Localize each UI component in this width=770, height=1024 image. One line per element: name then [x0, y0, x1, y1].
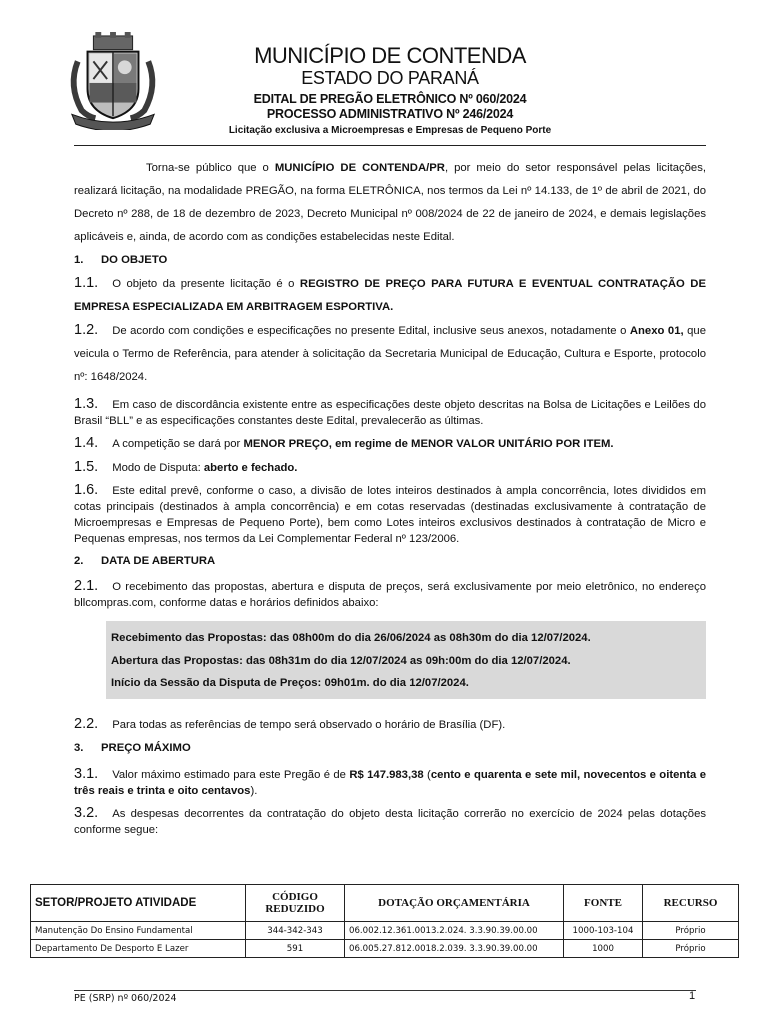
state-title: ESTADO DO PARANÁ: [301, 68, 479, 88]
process-number: PROCESSO ADMINISTRATIVO Nº 246/2024: [266, 107, 514, 121]
column-header: RECURSO: [643, 885, 739, 922]
clause-1-3: 1.3. Em caso de discordância existente entre as especificações deste objeto descritas na Bolsa de Licitações e Leilões do Brasil “BLL” e as especificações constantes deste Edital, prevalecerão as últimas.: [74, 396, 706, 427]
table-cell: 1000: [564, 940, 643, 958]
page-number: 1: [689, 990, 696, 1002]
table-cell: 344-342-343: [246, 922, 345, 940]
table-cell: Próprio: [643, 922, 739, 940]
budget-allocation-table: [30, 884, 739, 958]
column-header: SETOR/PROJETO ATIVIDADE: [31, 885, 246, 922]
table-cell: Próprio: [643, 940, 739, 958]
section-heading: 2. DATA DE ABERTURA: [74, 555, 216, 567]
document-header: [0, 0, 770, 150]
clause-2-1: 2.1. O recebimento das propostas, abertura e disputa de preços, será exclusivamente por meio eletrônico, no endereço bllcompras.com, conforme datas e horários definidos abaixo:: [74, 578, 706, 609]
clause-2-2: 2.2. Para todas as referências de tempo será observado o horário de Brasília (DF).: [74, 715, 506, 732]
schedule-line: Recebimento das Propostas: das 08h00m do dia 26/06/2024 as 08h30m do dia 12/07/2024.: [111, 632, 591, 644]
table-cell: 1000-103-104: [564, 922, 643, 940]
clause-1-6: 1.6. Este edital prevê, conforme o caso, a divisão de lotes inteiros destinados à ampla concorrência, lotes divididos em cotas principais (destinados à ampla concorrência) e em cotas reservadas (destinadas exclusivamente à contratação de Microempresas e Empresas de Pequeno Porte), bem como Lotes inteiros exclusivos destinados à contratação de Micro e Pequenas empresas, nos termos da Lei Complementar Federal nº 123/2006.: [74, 482, 706, 545]
section-heading: 1. DO OBJETO: [74, 254, 168, 266]
column-header: DOTAÇÃO ORÇAMENTÁRIA: [345, 885, 564, 922]
table-header-row: [31, 885, 739, 922]
section-heading: 3. PREÇO MÁXIMO: [74, 741, 191, 754]
table-cell: 06.002.12.361.0013.2.024. 3.3.90.39.00.00: [345, 922, 564, 940]
clause-1-5: 1.5. Modo de Disputa: aberto e fechado.: [74, 459, 298, 475]
table-cell: Manutenção Do Ensino Fundamental: [31, 922, 246, 940]
municipality-title: MUNICÍPIO DE CONTENDA: [254, 43, 526, 68]
municipal-coat-of-arms-icon: [64, 32, 162, 130]
clause-1-2: 1.2. De acordo com condições e especificações no presente Edital, inclusive seus anexos, notadamente o Anexo 01, que veicula o Termo de Referência, para atender à solicitação da Secretaria Municipal de Educação, Cultura e Esporte, protocolo nº: 1648/2024.: [74, 322, 706, 383]
edital-number: EDITAL DE PREGÃO ELETRÔNICO Nº 060/2024: [253, 92, 527, 106]
table-cell: Departamento De Desporto E Lazer: [31, 940, 246, 958]
column-header: CÓDIGO REDUZIDO: [246, 885, 345, 922]
header-divider: [74, 145, 706, 146]
table-cell: 06.005.27.812.0018.2.039. 3.3.90.39.00.00: [345, 940, 564, 958]
clause-1-1: 1.1. O objeto da presente licitação é o REGISTRO DE PREÇO PARA FUTURA E EVENTUAL CONTRATAÇÃO DE EMPRESA ESPECIALIZADA EM ARBITRAGEM ESPORTIVA.: [74, 275, 706, 313]
table-row: [31, 922, 739, 940]
footer-divider: [74, 990, 696, 991]
table-cell: 591: [246, 940, 345, 958]
footer-reference: PE (SRP) nº 060/2024: [74, 993, 177, 1004]
column-header: FONTE: [564, 885, 643, 922]
clause-1-4: 1.4. A competição se dará por MENOR PREÇO, em regime de MENOR VALOR UNITÁRIO POR ITEM.: [74, 435, 614, 451]
schedule-line: Início da Sessão da Disputa de Preços: 09h01m. do dia 12/07/2024.: [111, 677, 469, 689]
document-body: [74, 157, 706, 838]
clause-3-1: 3.1. Valor máximo estimado para este Pregão é de R$ 147.983,38 (cento e quarenta e sete mil, novecentos e oitenta e três reais e trinta e oito centavos).: [74, 765, 706, 797]
schedule-line: Abertura das Propostas: das 08h31m do dia 12/07/2024 as 09h:00m do dia 12/07/2024.: [111, 654, 571, 667]
clause-3-2: 3.2. As despesas decorrentes da contratação do objeto desta licitação correrão no exercício de 2024 pelas dotações conforme segue:: [74, 804, 706, 836]
bidding-restriction: Licitação exclusiva a Microempresas e Empresas de Pequeno Porte: [228, 125, 552, 136]
schedule-box: [106, 621, 706, 699]
table-row: [31, 940, 739, 958]
intro-paragraph: Torna-se público que o MUNICÍPIO DE CONTENDA/PR, por meio do setor responsável pelas licitações, realizará licitação, na modalidade PREGÃO, na forma ELETRÔNICA, nos termos da Lei nº 14.133, de 1º de abril de 2021, do Decreto nº 288, de 18 de dezembro de 2023, Decreto Municipal nº 008/2024 de 22 de janeiro de 2024, e demais legislações aplicáveis e, ainda, de acordo com as condições estabelecidas neste Edital.: [74, 162, 707, 243]
